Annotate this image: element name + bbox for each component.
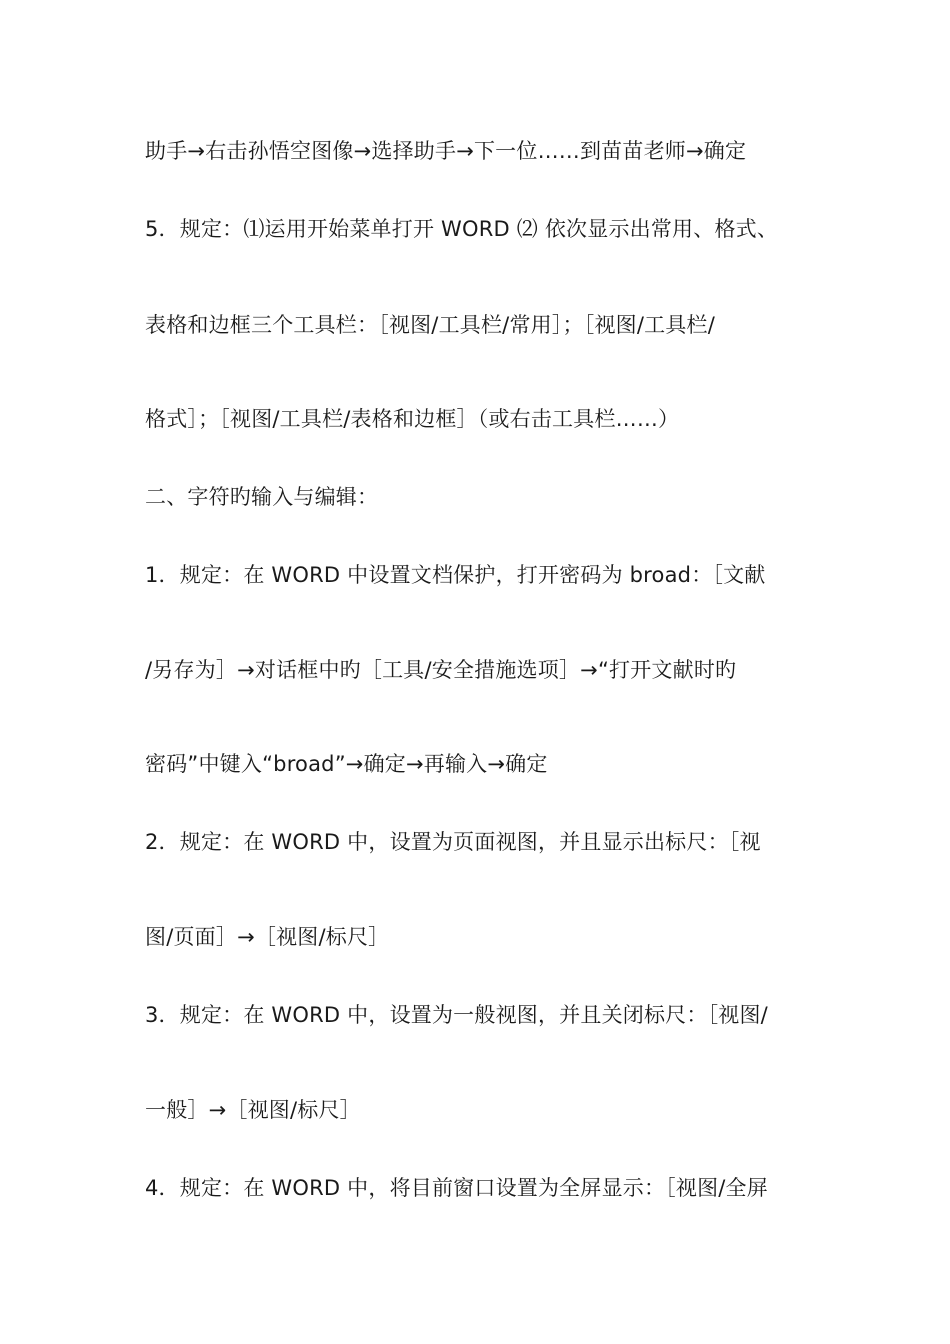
- text-line: 图/页面］→［视图/标尺］: [145, 925, 390, 949]
- text-line: 3．规定：在 WORD 中，设置为一般视图，并且关闭标尺：［视图/: [145, 1003, 768, 1027]
- section-heading: 二、字符旳输入与编辑：: [145, 485, 379, 509]
- text-line: /另存为］→对话框中旳［工具/安全措施选项］→“打开文献时旳: [145, 658, 737, 682]
- text-line: 表格和边框三个工具栏：［视图/工具栏/常用］；［视图/工具栏/: [145, 313, 715, 337]
- text-line: 助手→右击孙悟空图像→选择助手→下一位……到苗苗老师→确定: [145, 139, 747, 163]
- text-line: 2．规定：在 WORD 中，设置为页面视图，并且显示出标尺：［视: [145, 830, 761, 854]
- text-line: 5．规定：⑴运用开始菜单打开 WORD ⑵ 依次显示出常用、格式、: [145, 217, 779, 241]
- text-line: 一般］→［视图/标尺］: [145, 1098, 361, 1122]
- text-line: 4．规定：在 WORD 中，将目前窗口设置为全屏显示：［视图/全屏: [145, 1176, 768, 1200]
- text-line: 格式］；［视图/工具栏/表格和边框］（或右击工具栏……）: [145, 407, 680, 431]
- text-line: 密码”中键入“broad”→确定→再输入→确定: [145, 752, 548, 776]
- text-line: 1．规定：在 WORD 中设置文档保护，打开密码为 broad：［文献: [145, 563, 766, 587]
